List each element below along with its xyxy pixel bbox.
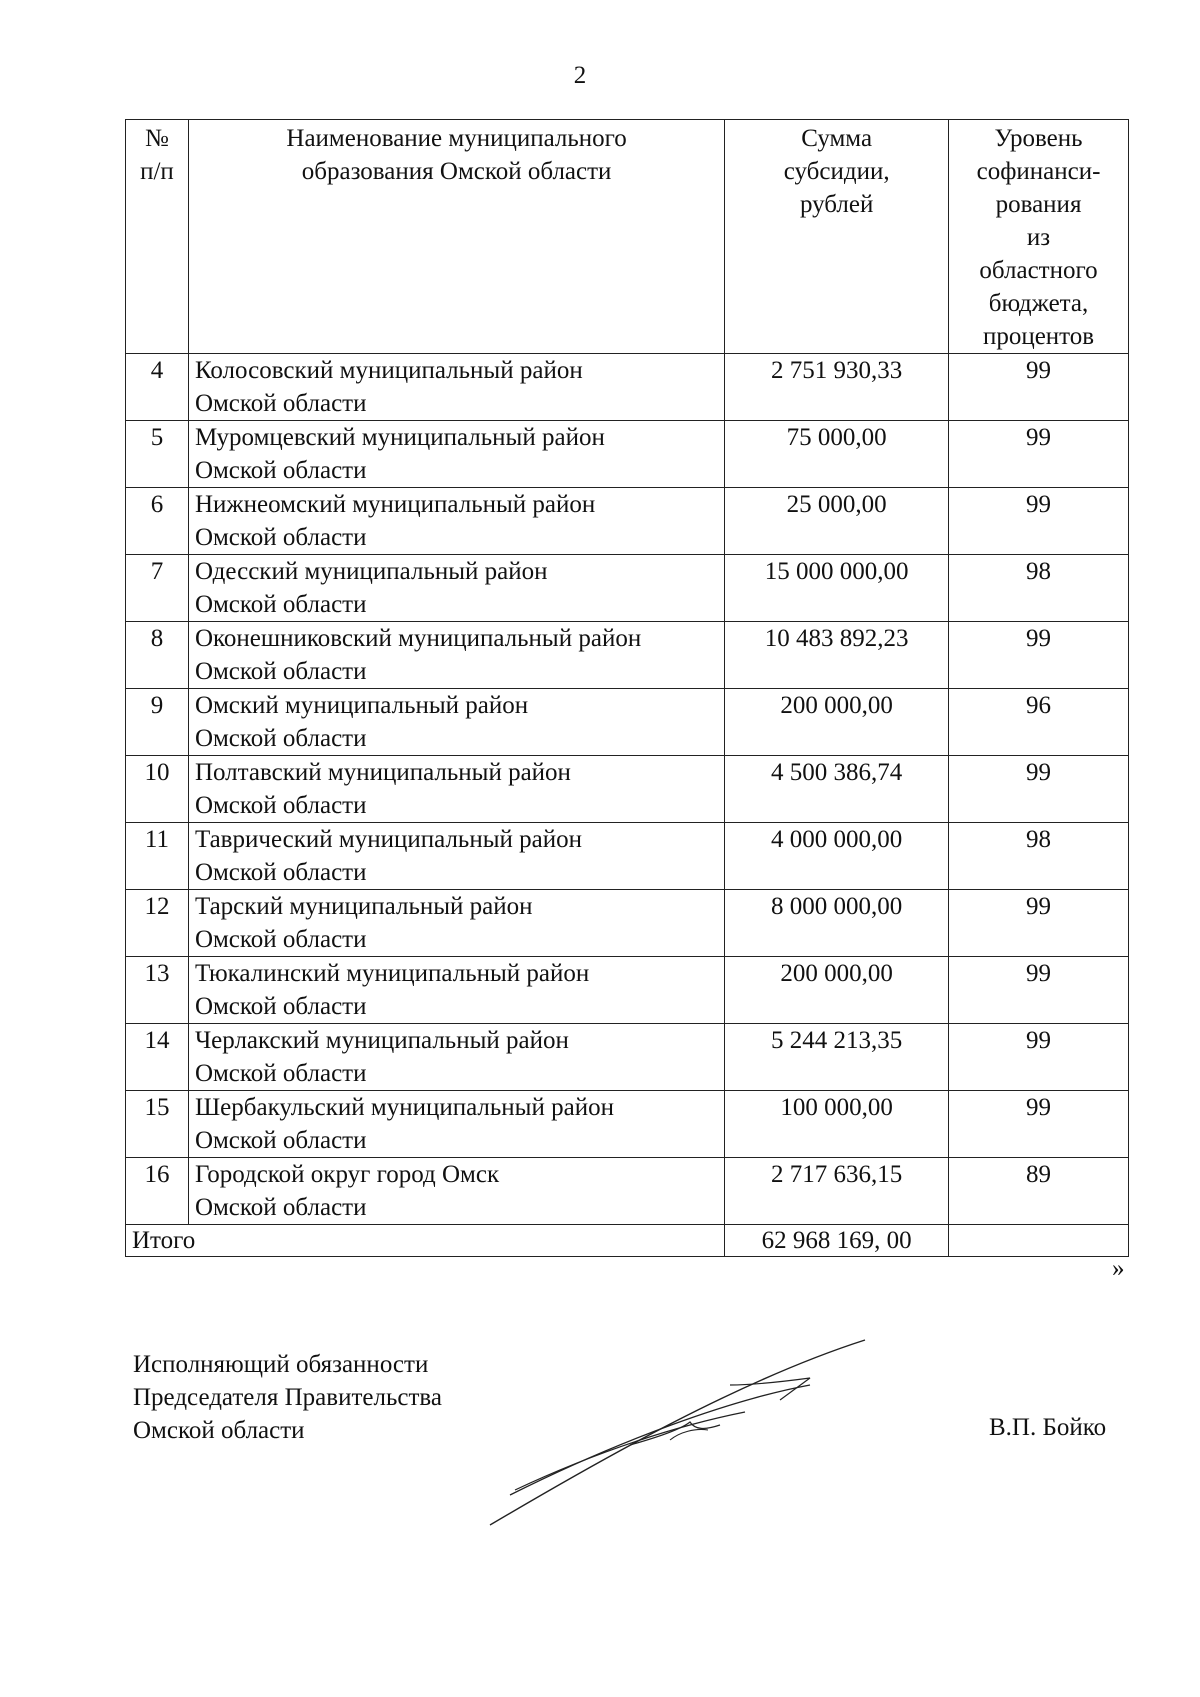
total-subsidy-sum: 62 968 169, 00: [725, 1225, 949, 1257]
row-cofinancing-level: 89: [949, 1158, 1129, 1225]
row-cofinancing-level: 99: [949, 488, 1129, 555]
row-subsidy-sum: 200 000,00: [725, 689, 949, 756]
row-subsidy-sum: 100 000,00: [725, 1091, 949, 1158]
row-subsidy-sum: 75 000,00: [725, 421, 949, 488]
signer-title: [133, 1348, 442, 1447]
row-number: 14: [126, 1024, 189, 1091]
header-municipality: Наименование муниципального образования Омской области: [188, 120, 724, 354]
handwritten-signature: [480, 1330, 880, 1530]
row-cofinancing-level: 99: [949, 622, 1129, 689]
table-row: [126, 1024, 1129, 1091]
row-municipality: Муромцевский муниципальный район Омской области: [188, 421, 724, 488]
table-row: [126, 890, 1129, 957]
table-row: [126, 622, 1129, 689]
row-municipality: Городской округ город Омск Омской области: [188, 1158, 724, 1225]
row-municipality: Тюкалинский муниципальный район Омской области: [188, 957, 724, 1024]
header-cofinancing-level: Уровень софинанси- рования из областного бюджета, процентов: [949, 120, 1129, 354]
row-subsidy-sum: 200 000,00: [725, 957, 949, 1024]
row-number: 8: [126, 622, 189, 689]
total-cofinancing-level: [949, 1225, 1129, 1257]
row-subsidy-sum: 2 751 930,33: [725, 354, 949, 421]
row-cofinancing-level: 99: [949, 1024, 1129, 1091]
table-header-row: [126, 120, 1129, 354]
row-cofinancing-level: 96: [949, 689, 1129, 756]
row-number: 4: [126, 354, 189, 421]
row-municipality: Полтавский муниципальный район Омской области: [188, 756, 724, 823]
row-subsidy-sum: 8 000 000,00: [725, 890, 949, 957]
header-number: № п/п: [126, 120, 189, 354]
row-cofinancing-level: 99: [949, 421, 1129, 488]
signer-title-line: Омской области: [133, 1417, 305, 1444]
row-subsidy-sum: 2 717 636,15: [725, 1158, 949, 1225]
row-cofinancing-level: 98: [949, 823, 1129, 890]
table-row: [126, 823, 1129, 890]
row-cofinancing-level: 98: [949, 555, 1129, 622]
row-number: 10: [126, 756, 189, 823]
row-number: 15: [126, 1091, 189, 1158]
row-cofinancing-level: 99: [949, 957, 1129, 1024]
table-total-row: [126, 1225, 1129, 1257]
row-number: 16: [126, 1158, 189, 1225]
row-subsidy-sum: 4 500 386,74: [725, 756, 949, 823]
row-subsidy-sum: 5 244 213,35: [725, 1024, 949, 1091]
row-municipality: Нижнеомский муниципальный район Омской области: [188, 488, 724, 555]
row-cofinancing-level: 99: [949, 890, 1129, 957]
row-number: 12: [126, 890, 189, 957]
row-municipality: Тарский муниципальный район Омской области: [188, 890, 724, 957]
row-number: 11: [126, 823, 189, 890]
row-municipality: Омский муниципальный район Омской области: [188, 689, 724, 756]
row-municipality: Колосовский муниципальный район Омской области: [188, 354, 724, 421]
signer-name: В.П. Бойко: [989, 1414, 1107, 1441]
row-subsidy-sum: 4 000 000,00: [725, 823, 949, 890]
row-subsidy-sum: 10 483 892,23: [725, 622, 949, 689]
row-number: 9: [126, 689, 189, 756]
row-number: 7: [126, 555, 189, 622]
page-number: 2: [573, 62, 587, 89]
row-number: 6: [126, 488, 189, 555]
table-row: [126, 756, 1129, 823]
header-subsidy-sum: Сумма субсидии, рублей: [725, 120, 949, 354]
row-number: 5: [126, 421, 189, 488]
row-number: 13: [126, 957, 189, 1024]
row-municipality: Таврический муниципальный район Омской области: [188, 823, 724, 890]
table-row: [126, 555, 1129, 622]
subsidy-table: [125, 119, 1129, 1257]
row-municipality: Шербакульский муниципальный район Омской области: [188, 1091, 724, 1158]
row-cofinancing-level: 99: [949, 354, 1129, 421]
row-municipality: Одесский муниципальный район Омской области: [188, 555, 724, 622]
total-label: Итого: [126, 1225, 725, 1257]
table-row: [126, 957, 1129, 1024]
table-row: [126, 1091, 1129, 1158]
row-cofinancing-level: 99: [949, 756, 1129, 823]
row-municipality: Оконешниковский муниципальный район Омской области: [188, 622, 724, 689]
closing-quote: »: [1112, 1255, 1125, 1282]
table-row: [126, 354, 1129, 421]
row-subsidy-sum: 25 000,00: [725, 488, 949, 555]
table-row: [126, 1158, 1129, 1225]
row-municipality: Черлакский муниципальный район Омской области: [188, 1024, 724, 1091]
signer-title-line: Исполняющий обязанности: [133, 1351, 429, 1378]
row-subsidy-sum: 15 000 000,00: [725, 555, 949, 622]
table-row: [126, 689, 1129, 756]
table-row: [126, 421, 1129, 488]
table-row: [126, 488, 1129, 555]
signer-title-line: Председателя Правительства: [133, 1384, 442, 1411]
row-cofinancing-level: 99: [949, 1091, 1129, 1158]
